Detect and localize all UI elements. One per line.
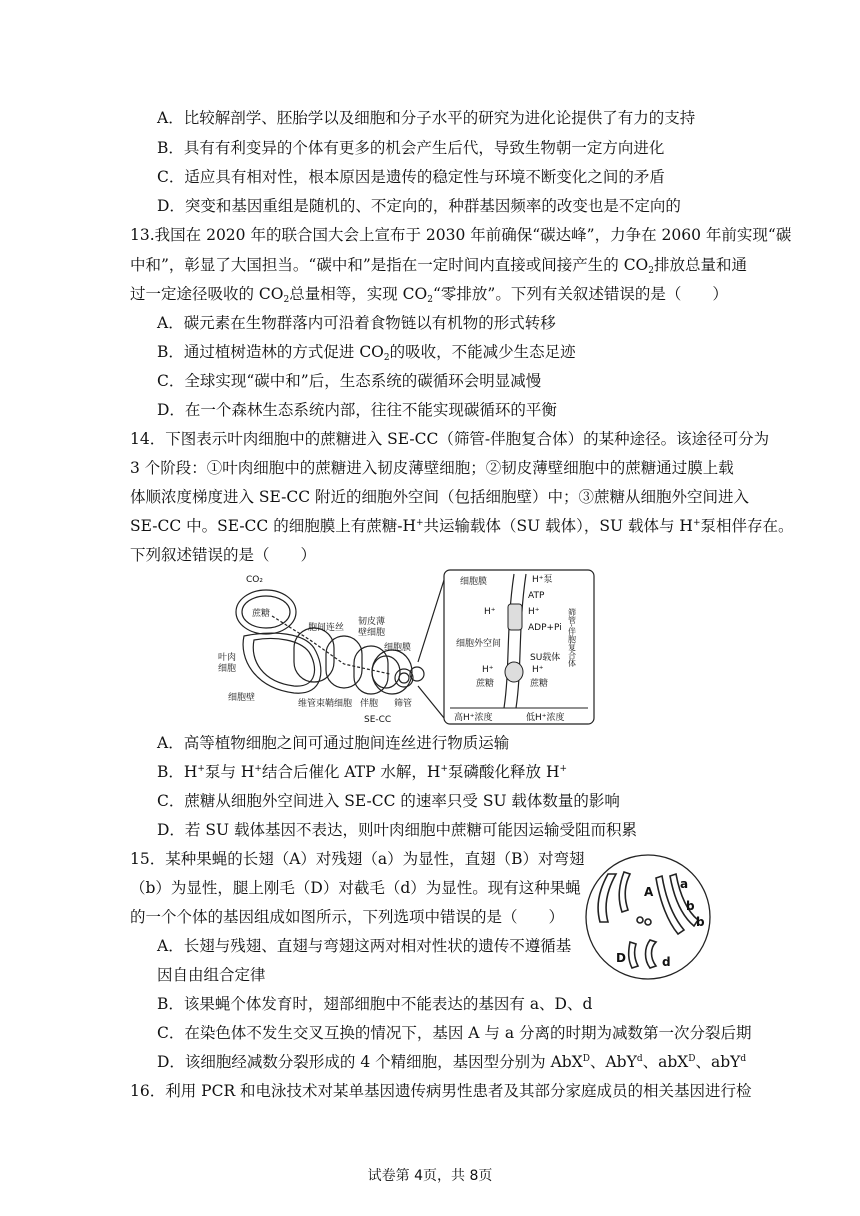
- fig-gene-a-label: a: [680, 877, 689, 891]
- q14-stem-line3: 体顺浓度梯度进入 SE-CC 附近的细胞外空间（包括细胞壁）中；③蔗糖从细胞外空间进入: [130, 488, 750, 506]
- fig-atp-label: ATP: [528, 591, 545, 601]
- q14-sucrose-transport-diagram: [214, 568, 604, 730]
- fig-h-pump-label: H⁺泵: [532, 575, 553, 585]
- fig-cell-membrane-label: 细胞膜: [384, 643, 412, 653]
- page-footer: 试卷第 4页，共 8页: [367, 1168, 493, 1184]
- q13-stem-line1: 13.我国在 2020 年的联合国大会上宣布于 2030 年前确保“碳达峰”，力争在 2060 年前实现“碳: [130, 226, 792, 244]
- q15-stem-line3: 的一个个体的基因组成如图所示，下列选项中错误的是（ ）: [130, 908, 565, 926]
- fig-h-left-2-label: H⁺: [482, 665, 494, 675]
- q14-stem-line5: 下列叙述错误的是（ ）: [130, 546, 317, 564]
- fig-sucrose-right-label: 蔗糖: [530, 679, 549, 689]
- fig-h-left-label: H⁺: [484, 607, 496, 617]
- q15-option-d: D．该细胞经减数分裂形成的 4 个精细胞，基因型分别为 AbX$^D$、AbY$^d$、abX$^D$、abY$^d$: [157, 1053, 747, 1071]
- q15-option-b: B．该果蝇个体发育时，翅部细胞中不能表达的基因有 a、D、d: [157, 995, 593, 1013]
- q13-option-a: A．碳元素在生物群落内可沿着食物链以有机物的形式转移: [157, 314, 556, 332]
- q16-stem-line1: 16．利用 PCR 和电泳技术对某单基因遗传病男性患者及其部分家庭成员的相关基因进行检: [130, 1082, 752, 1100]
- fig-extracellular-label: 细胞外空间: [456, 639, 502, 649]
- fig-mesophyll-label-1: 叶肉: [218, 653, 237, 663]
- q15-option-a-line1: A．长翅与残翅、直翅与弯翅这两对相对性状的遗传不遵循基: [157, 937, 572, 955]
- q13-option-c: C．全球实现“碳中和”后，生态系统的碳循环会明显减慢: [157, 372, 542, 390]
- q15-option-a-line2: 因自由组合定律: [157, 966, 266, 984]
- fig-secc-label: SE-CC: [364, 715, 392, 725]
- q13-stem-line3: 过一定途径吸收的 $CO_2$总量相等，实现 $CO_2“$零排放”。下列有关叙述错误的是（ ）: [130, 285, 728, 305]
- q13-option-d: D．在一个森林生态系统内部，往往不能实现碳循环的平衡: [157, 401, 557, 419]
- fig-gene-d-label: d: [662, 955, 671, 969]
- q14-option-b: B．H+泵与 H+结合后催化 ATP 水解，H+泵磷酸化释放 H+: [157, 763, 568, 781]
- fig-phloem-parenchyma-label-1: 韧皮薄: [358, 617, 386, 627]
- fig-h-right-label: H⁺: [528, 607, 540, 617]
- q12-option-b: B．具有有利变异的个体有更多的机会产生后代，导致生物朝一定方向进化: [157, 139, 665, 157]
- q13-option-b: B．通过植树造林的方式促进 $CO_2$的吸收，不能减少生态足迹: [157, 343, 576, 363]
- q14-stem-line1: 14．下图表示叶肉细胞中的蔗糖进入 SE-CC（筛管-伴胞复合体）的某种途径。该途径可分为: [130, 430, 770, 448]
- fig-h-right-2-label: H⁺: [532, 665, 544, 675]
- fig-companion-label: 伴胞: [360, 699, 379, 709]
- q12-option-d: D．突变和基因重组是随机的、不定向的，种群基因频率的改变也是不定向的: [157, 197, 681, 215]
- fig-gene-A-label: A: [644, 885, 654, 899]
- fig-high-h-label: 高H⁺浓度: [454, 713, 493, 723]
- q12-option-c: C．适应具有相对性，根本原因是遗传的稳定性与环境不断变化之间的矛盾: [157, 168, 665, 186]
- q15-option-c: C．在染色体不发生交叉互换的情况下，基因 A 与 a 分离的时期为减数第一次分裂后期: [157, 1024, 752, 1042]
- fig-cell-wall-label: 细胞壁: [228, 693, 256, 703]
- q14-option-c: C．蔗糖从细胞外空间进入 SE-CC 的速率只受 SU 载体数量的影响: [157, 792, 620, 810]
- q14-option-a: A．高等植物细胞之间可通过胞间连丝进行物质运输: [157, 734, 510, 752]
- q14-option-d: D．若 SU 载体基因不表达，则叶肉细胞中蔗糖可能因运输受阻而积累: [157, 821, 637, 839]
- q14-stem-line2: 3 个阶段：①叶肉细胞中的蔗糖进入韧皮薄壁细胞；②韧皮薄壁细胞中的蔗糖通过膜上载: [130, 459, 734, 477]
- q12-option-a: A．比较解剖学、胚胎学以及细胞和分子水平的研究为进化论提供了有力的支持: [157, 109, 696, 127]
- fig-sieve-label: 筛管: [394, 699, 413, 709]
- fig-gene-D-label: D: [616, 951, 626, 965]
- fig-low-h-label: 低H⁺浓度: [526, 713, 565, 723]
- fig-su-carrier-label: SU载体: [530, 653, 561, 663]
- fig-right-membrane-label: 细胞膜: [460, 577, 488, 587]
- q15-stem-line2: （b）为显性，腿上刚毛（D）对截毛（d）为显性。现有这种果蝇: [130, 879, 581, 897]
- q14-stem-line4: SE-CC 中。SE-CC 的细胞膜上有蔗糖-H+共运输载体（SU 载体），SU 载体与 H+泵相伴存在。: [130, 517, 794, 535]
- fig-sucrose-left-label: 蔗糖: [476, 679, 495, 689]
- q15-chromosome-diagram: [578, 852, 718, 982]
- fig-gene-b-label-2: b: [696, 915, 705, 929]
- fig-adp-label: ADP+Pi: [528, 623, 562, 633]
- fig-phloem-parenchyma-label-2: 壁细胞: [358, 628, 386, 638]
- q13-stem-line2: 中和”，彰显了大国担当。“碳中和”是指在一定时间内直接或间接产生的 $CO_2$排放总量和通: [130, 256, 748, 276]
- fig-co2-label: CO₂: [246, 575, 263, 585]
- fig-plasmodesmata-label: 胞间连丝: [308, 623, 345, 633]
- fig-secc-complex-label: 筛管-伴胞复合体: [567, 608, 577, 667]
- fig-mesophyll-label-2: 细胞: [218, 664, 237, 674]
- fig-gene-b-label-1: b: [686, 899, 695, 913]
- q15-stem-line1: 15．某种果蝇的长翅（A）对残翅（a）为显性，直翅（B）对弯翅: [130, 850, 585, 868]
- fig-sucrose-label: 蔗糖: [252, 609, 271, 619]
- fig-bundle-sheath-label: 维管束鞘细胞: [298, 699, 353, 709]
